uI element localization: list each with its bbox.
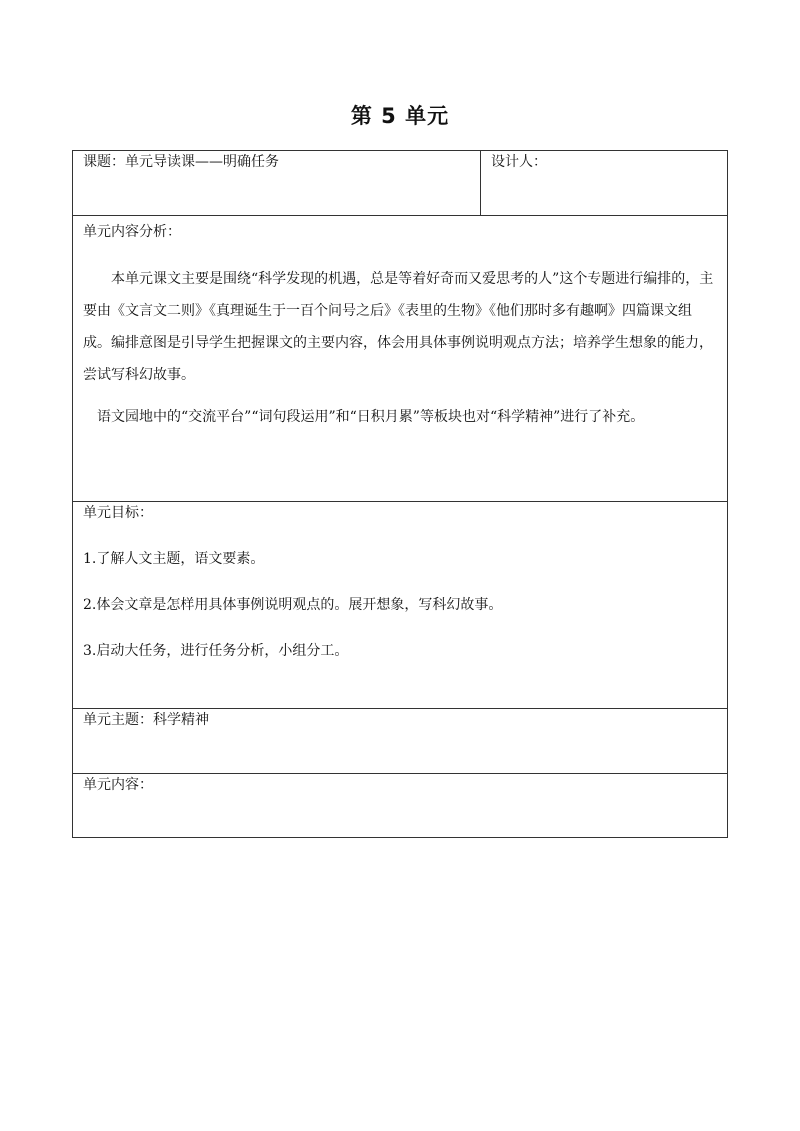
page-title: 第 5 单元 <box>350 104 450 128</box>
analysis-paragraph-1: 本单元课文主要是围绕“科学发现的机遇，总是等着好奇而又爱思考的人”这个专题进行编排的，主要由《文言文二则》《真理诞生于一百个问号之后》《表里的生物》《他们那时多有趣啊》四篇课文组成。编排意图是引导学生把握课文的主要内容，体会用具体事例说明观点方法；培养学生想象的能力，尝试写科幻故事。 <box>83 271 714 383</box>
theme-row <box>73 709 728 774</box>
theme-cell: 单元主题：科学精神 <box>73 709 728 774</box>
goals-label: 单元目标： <box>83 505 153 521</box>
analysis-paragraph-2: 语文园地中的“交流平台”“词句段运用”和“日积月累”等板块也对“科学精神”进行了补充。 <box>97 409 645 425</box>
goals-cell <box>73 502 728 709</box>
goal-item: 2.体会文章是怎样用具体事例说明观点的。展开想象，写科幻故事。 <box>83 597 503 613</box>
analysis-row <box>73 216 728 502</box>
goal-item: 1.了解人文主题，语文要素。 <box>83 551 265 567</box>
goals-row <box>73 502 728 709</box>
lesson-plan-table <box>72 150 728 838</box>
analysis-cell <box>73 216 728 502</box>
topic-cell: 课题：单元导读课——明确任务 <box>73 151 481 216</box>
header-row <box>73 151 728 216</box>
designer-cell: 设计人： <box>481 151 728 216</box>
content-cell: 单元内容： <box>73 774 728 838</box>
goal-item: 3.启动大任务，进行任务分析，小组分工。 <box>83 643 349 659</box>
content-row <box>73 774 728 838</box>
analysis-label: 单元内容分析： <box>83 224 181 240</box>
